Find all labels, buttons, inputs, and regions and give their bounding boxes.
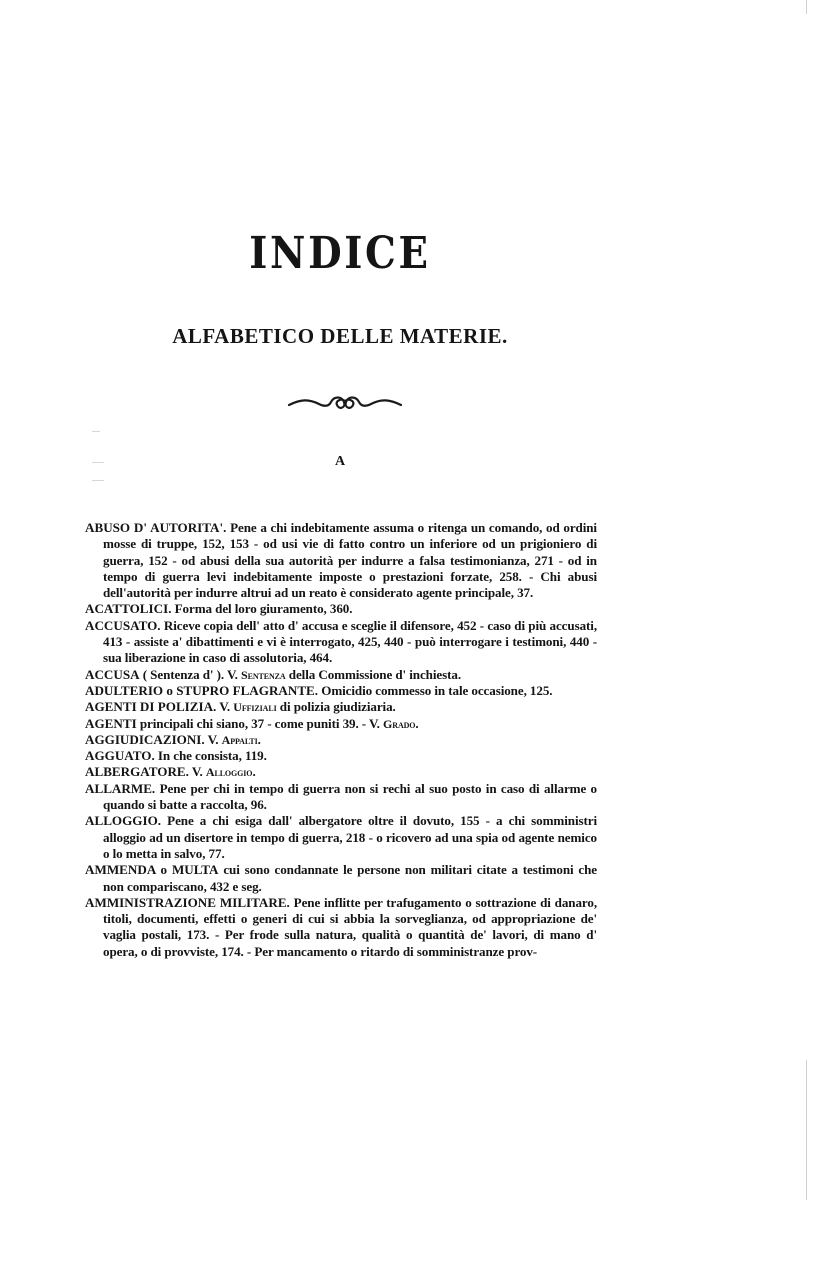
entry-head: ALLARME. <box>85 780 156 796</box>
index-entry <box>85 895 597 960</box>
entry-head: AGENTI <box>85 715 137 731</box>
entry-text: . <box>415 715 419 731</box>
index-entry <box>85 618 597 667</box>
scan-edge-line <box>806 0 807 14</box>
cross-reference: Appalti <box>221 732 258 747</box>
entry-head: AGGIUDICAZIONI. <box>85 731 205 747</box>
page-subtitle: ALFABETICO DELLE MATERIE. <box>172 324 508 348</box>
entry-head: AMMENDA o MULTA <box>85 862 219 878</box>
entry-text: della Commissione d' inchiesta. <box>285 666 461 682</box>
index-entry <box>85 748 597 764</box>
index-entry <box>85 683 597 699</box>
index-entries <box>85 520 597 960</box>
entry-head: ACATTOLICI. <box>85 601 172 617</box>
index-entry <box>85 520 597 601</box>
entry-text: Riceve copia dell' atto d' accusa e sceglie il difensore, 452 - caso di più accusati, 413 - assiste a' dibattimenti e vi è interrogato, 425, 440 - può interrogare i testimoni, 440 - sua liberazione in caso di assolutoria, 464. <box>103 617 597 666</box>
entry-head: AGGUATO. <box>85 748 155 764</box>
entry-text: di polizia giudiziaria. <box>276 699 396 715</box>
entry-text: Omicidio commesso in tale occasione, 125. <box>321 682 553 698</box>
index-entry <box>85 716 597 732</box>
cross-reference: Uffiziali <box>233 700 277 715</box>
page-title: INDICE <box>249 228 431 279</box>
index-entry <box>85 781 597 814</box>
entry-text: V. <box>191 764 206 780</box>
cross-reference: Alloggio <box>205 765 253 780</box>
index-entry <box>85 862 597 895</box>
entry-text: Pene inflitte per trafugamento o sottrazione di danaro, titoli, documenti, effetti o generi di cui si abbia la sorveglianza, od appropriazione de' vaglia postali, 173. - Per frode sulla natura, qualità o quantità de' lavori, di mano d' opera, o di provviste, 174. - Per mancamento o ritardo di somministranze prov- <box>103 894 597 959</box>
cross-reference: Sentenza <box>241 667 286 682</box>
entry-text: Pene a chi indebitamente assuma o ritenga un comando, od ordini mosse di truppe, 152, 153 - od usi vie di fatto contro un inferiore od un prigioniero di guerra, 152 - od abusi della sua autorità per indurre a falsa testimonianza, 271 - od in tempo di guerra levi indebitamente imposte o prestazioni forzate, 258. - Chi abusi dell'autorità per indurre altrui ad un reato è considerato agente principale, 37. <box>103 520 597 601</box>
entry-head: ACCUSA <box>85 666 140 682</box>
scroll-flourish-icon <box>287 390 403 416</box>
entry-head: ALLOGGIO. <box>85 813 162 829</box>
entry-text: ( Sentenza d' ). V. <box>142 666 242 682</box>
scan-edge-line <box>806 1060 807 1200</box>
cross-reference: Grado <box>383 716 416 731</box>
index-entry <box>85 732 597 748</box>
index-entry <box>85 667 597 683</box>
entry-text: V. <box>207 731 222 747</box>
section-letter: A <box>334 454 346 469</box>
entry-text: . <box>257 731 261 747</box>
entry-head: ACCUSATO. <box>85 617 161 633</box>
entry-head: ADULTERIO o STUPRO FLAGRANTE. <box>85 682 319 698</box>
entry-text: V. <box>219 699 234 715</box>
index-entry <box>85 699 597 715</box>
entry-text: In che consista, 119. <box>157 748 267 764</box>
index-entry <box>85 764 597 780</box>
entry-head: AGENTI DI POLIZIA. <box>85 699 217 715</box>
entry-text: Pene a chi esiga dall' albergatore oltre il dovuto, 155 - a chi somministri alloggio ad un disertore in tempo di guerra, 218 - o ricovero ad una spia od agente nemico o lo metta in salvo, 77. <box>103 813 597 861</box>
entry-text: . <box>252 764 256 780</box>
scan-mark <box>92 431 100 432</box>
entry-head: AMMINISTRAZIONE MILITARE. <box>85 894 290 910</box>
entry-text: cui sono condannate le persone non militari citate a testimoni che non compariscano, 432 e seg. <box>103 862 597 894</box>
entry-text: principali chi siano, 37 - come puniti 39. - V. <box>139 715 384 731</box>
scan-mark <box>92 480 104 481</box>
index-entry <box>85 813 597 862</box>
scan-mark <box>92 462 104 463</box>
index-entry <box>85 601 597 617</box>
entry-head: ABUSO D' AUTORITA'. <box>85 520 227 535</box>
entry-text: Forma del loro giuramento, 360. <box>174 601 353 617</box>
entry-head: ALBERGATORE. <box>85 764 189 780</box>
entry-text: Pene per chi in tempo di guerra non si rechi al suo posto in caso di allarme o quando si batte a raccolta, 96. <box>103 780 597 813</box>
